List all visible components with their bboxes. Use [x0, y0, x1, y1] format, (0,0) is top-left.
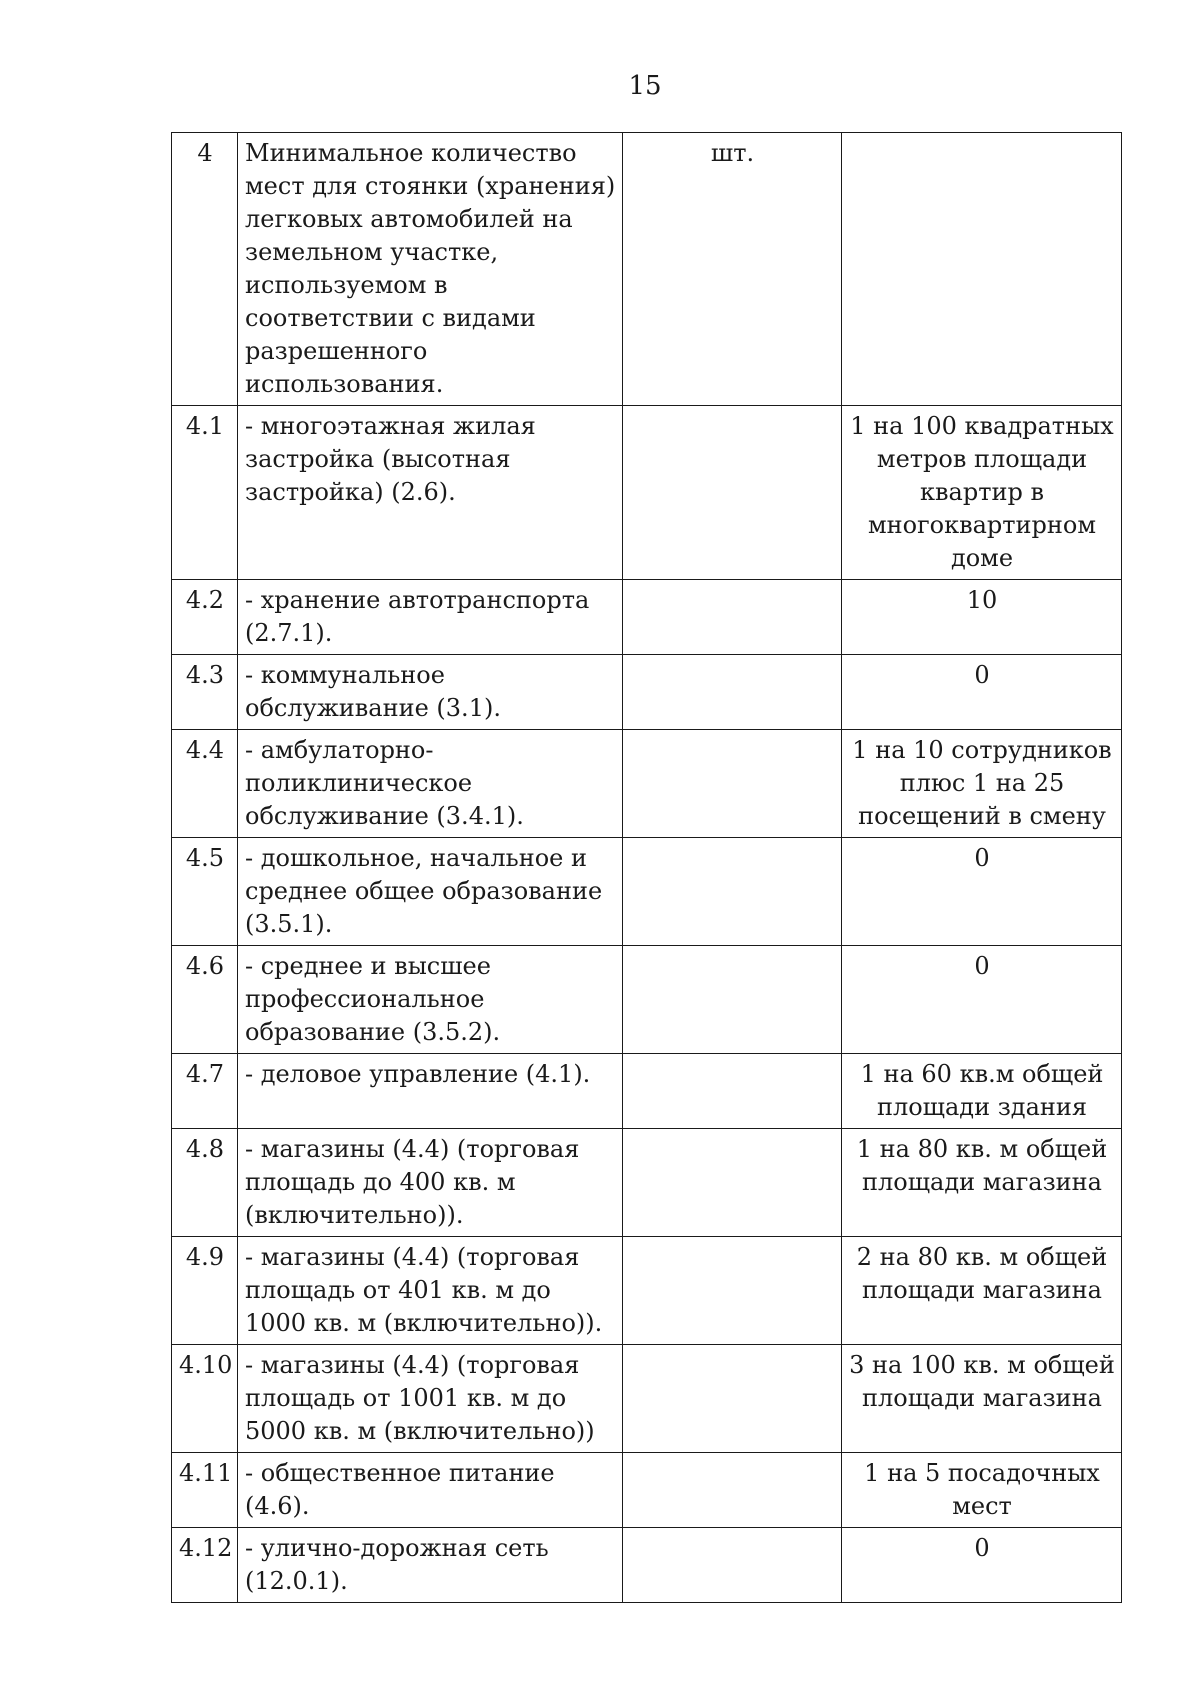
row-unit: шт.	[623, 133, 842, 406]
row-value	[842, 133, 1122, 406]
row-description: Минимальное количество мест для стоянки (хранения) легковых автомобилей на земельном участке, используемом в соответствии с видами разрешенного использования.	[238, 133, 623, 406]
row-number: 4.12	[172, 1528, 238, 1603]
table-row	[172, 406, 1122, 580]
row-value: 0	[842, 838, 1122, 946]
row-number: 4.2	[172, 580, 238, 655]
row-description: - коммунальное обслуживание (3.1).	[238, 655, 623, 730]
table-row	[172, 946, 1122, 1054]
row-description: - улично-дорожная сеть (12.0.1).	[238, 1528, 623, 1603]
table-row-section-4	[172, 133, 1122, 406]
row-value: 0	[842, 655, 1122, 730]
row-value: 0	[842, 1528, 1122, 1603]
table-row	[172, 730, 1122, 838]
row-description: - многоэтажная жилая застройка (высотная застройка) (2.6).	[238, 406, 623, 580]
row-value: 3 на 100 кв. м общей площади магазина	[842, 1345, 1122, 1453]
row-unit	[623, 1129, 842, 1237]
table-row	[172, 1528, 1122, 1603]
row-value: 10	[842, 580, 1122, 655]
row-number: 4.11	[172, 1453, 238, 1528]
row-unit	[623, 580, 842, 655]
row-number: 4.9	[172, 1237, 238, 1345]
table-row	[172, 1129, 1122, 1237]
row-description: - магазины (4.4) (торговая площадь от 401 кв. м до 1000 кв. м (включительно)).	[238, 1237, 623, 1345]
row-unit	[623, 946, 842, 1054]
row-number: 4.8	[172, 1129, 238, 1237]
row-unit	[623, 1345, 842, 1453]
row-value: 1 на 80 кв. м общей площади магазина	[842, 1129, 1122, 1237]
row-value: 1 на 100 квадратных метров площади квартир в многоквартирном доме	[842, 406, 1122, 580]
row-number: 4.1	[172, 406, 238, 580]
table-row	[172, 1237, 1122, 1345]
row-unit	[623, 655, 842, 730]
row-number: 4.6	[172, 946, 238, 1054]
row-description: - хранение автотранспорта (2.7.1).	[238, 580, 623, 655]
row-value: 1 на 60 кв.м общей площади здания	[842, 1054, 1122, 1129]
row-description: - магазины (4.4) (торговая площадь до 400 кв. м (включительно)).	[238, 1129, 623, 1237]
row-description: - магазины (4.4) (торговая площадь от 1001 кв. м до 5000 кв. м (включительно))	[238, 1345, 623, 1453]
row-unit	[623, 1054, 842, 1129]
row-unit	[623, 730, 842, 838]
table-row	[172, 838, 1122, 946]
table-row	[172, 655, 1122, 730]
row-value: 2 на 80 кв. м общей площади магазина	[842, 1237, 1122, 1345]
row-number: 4.10	[172, 1345, 238, 1453]
row-number: 4.4	[172, 730, 238, 838]
row-description: - деловое управление (4.1).	[238, 1054, 623, 1129]
row-number: 4.3	[172, 655, 238, 730]
row-unit	[623, 1528, 842, 1603]
row-value: 1 на 5 посадочных мест	[842, 1453, 1122, 1528]
row-number: 4.5	[172, 838, 238, 946]
row-unit	[623, 1453, 842, 1528]
row-unit	[623, 838, 842, 946]
table-row	[172, 1453, 1122, 1528]
row-value: 1 на 10 сотрудников плюс 1 на 25 посещений в смену	[842, 730, 1122, 838]
row-value: 0	[842, 946, 1122, 1054]
row-unit	[623, 1237, 842, 1345]
row-description: - амбулаторно-поликлиническое обслуживание (3.4.1).	[238, 730, 623, 838]
row-description: - общественное питание (4.6).	[238, 1453, 623, 1528]
page-number: 15	[628, 71, 662, 101]
table-row	[172, 1345, 1122, 1453]
row-number: 4.7	[172, 1054, 238, 1129]
row-unit	[623, 406, 842, 580]
table-row	[172, 580, 1122, 655]
parking-norms-table	[171, 132, 1122, 1603]
row-number: 4	[172, 133, 238, 406]
row-description: - дошкольное, начальное и среднее общее образование (3.5.1).	[238, 838, 623, 946]
row-description: - среднее и высшее профессиональное образование (3.5.2).	[238, 946, 623, 1054]
table-row	[172, 1054, 1122, 1129]
